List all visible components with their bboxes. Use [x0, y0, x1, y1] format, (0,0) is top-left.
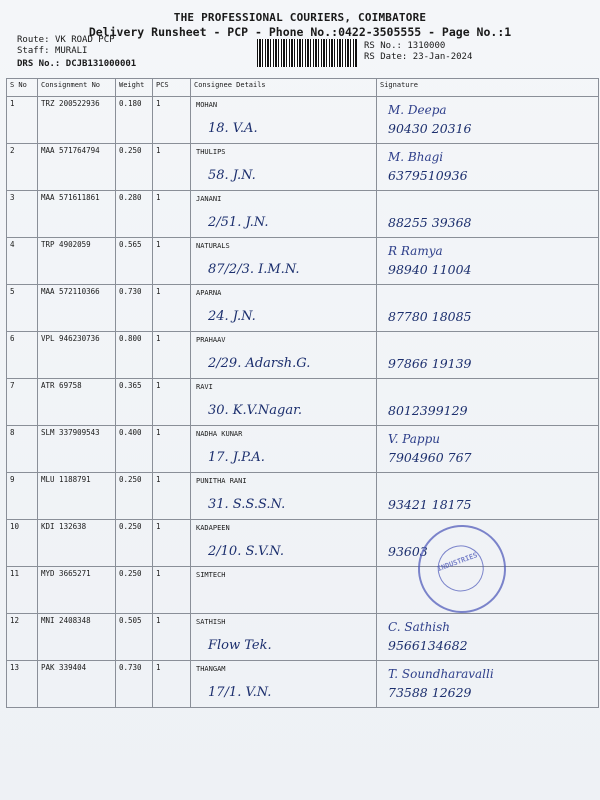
route-line	[17, 35, 115, 45]
col-sno: S No	[7, 79, 38, 97]
rs-date-value: 23-Jan-2024	[412, 52, 473, 62]
weight-cell: 0.400	[116, 426, 153, 473]
table-row	[7, 520, 599, 567]
signature-cell	[377, 661, 599, 708]
weight-cell: 0.280	[116, 191, 153, 238]
sno-cell: 10	[7, 520, 38, 567]
pcs-cell: 1	[153, 426, 191, 473]
consignment-cell: MAA 571764794	[38, 144, 116, 191]
signature-phone: 8012399129	[388, 403, 468, 418]
table-row	[7, 567, 599, 614]
pcs-cell: 1	[153, 285, 191, 332]
signature-phone: 93603	[388, 544, 428, 559]
route-label: Route:	[17, 35, 50, 45]
signature-phone: 90430 20316	[388, 121, 472, 136]
col-consignee: Consignee Details	[191, 79, 377, 97]
sno-cell: 13	[7, 661, 38, 708]
consignee-address: 58. J.N.	[208, 168, 256, 183]
signature-cell	[377, 379, 599, 426]
sno-cell: 7	[7, 379, 38, 426]
signature-name: V. Pappu	[388, 432, 440, 446]
consignee-cell	[191, 520, 377, 567]
consignee-address: 30. K.V.Nagar.	[208, 403, 303, 418]
table-header-row	[7, 79, 599, 97]
table-row	[7, 379, 599, 426]
consignee-address: Flow Tek.	[208, 638, 272, 653]
consignment-cell: ATR 69758	[38, 379, 116, 426]
consignee-name: APARNA	[196, 289, 222, 297]
sno-cell: 6	[7, 332, 38, 379]
consignee-cell	[191, 97, 377, 144]
weight-cell: 0.250	[116, 520, 153, 567]
signature-name: M. Bhagi	[388, 150, 444, 164]
runsheet-table	[6, 78, 599, 708]
sno-cell: 12	[7, 614, 38, 661]
pcs-cell: 1	[153, 520, 191, 567]
consignee-cell	[191, 567, 377, 614]
col-pcs: PCS	[153, 79, 191, 97]
table-row	[7, 97, 599, 144]
consignee-cell	[191, 238, 377, 285]
rs-no-label: RS No.:	[364, 41, 402, 51]
consignee-address: 17. J.P.A.	[208, 450, 265, 465]
consignee-cell	[191, 661, 377, 708]
pcs-cell: 1	[153, 191, 191, 238]
sno-cell: 4	[7, 238, 38, 285]
table-row	[7, 238, 599, 285]
sno-cell: 11	[7, 567, 38, 614]
pcs-cell: 1	[153, 473, 191, 520]
consignee-cell	[191, 426, 377, 473]
weight-cell: 0.250	[116, 144, 153, 191]
pcs-cell: 1	[153, 379, 191, 426]
drs-label: DRS No.:	[17, 59, 61, 69]
weight-cell: 0.730	[116, 661, 153, 708]
consignee-cell	[191, 332, 377, 379]
route-value: VK ROAD PCP	[54, 35, 115, 45]
weight-cell: 0.565	[116, 238, 153, 285]
signature-name: R Ramya	[388, 244, 443, 258]
consignee-cell	[191, 379, 377, 426]
consignment-cell: TRZ 200522936	[38, 97, 116, 144]
consignee-name: JANANI	[196, 195, 222, 203]
consignment-cell: MAA 572110366	[38, 285, 116, 332]
consignee-name: THANGAM	[196, 665, 226, 673]
signature-name: C. Sathish	[388, 620, 451, 634]
consignee-cell	[191, 144, 377, 191]
signature-name: T. Soundharavalli	[388, 667, 494, 681]
table-row	[7, 661, 599, 708]
consignee-name: PRAHAAV	[196, 336, 226, 344]
runsheet-title: Delivery Runsheet - PCP - Phone No.:0422-3505555 - Page No.:1	[88, 25, 512, 39]
pcs-cell: 1	[153, 661, 191, 708]
table-row	[7, 191, 599, 238]
consignee-name: NADHA KUNAR	[196, 430, 243, 438]
table-row	[7, 285, 599, 332]
pcs-cell: 1	[153, 614, 191, 661]
signature-phone: 87780 18085	[388, 309, 472, 324]
consignment-cell: MYD 3665271	[38, 567, 116, 614]
consignment-cell: SLM 337909543	[38, 426, 116, 473]
consignee-name: SATHISH	[196, 618, 226, 626]
consignment-cell: MAA 571611861	[38, 191, 116, 238]
sno-cell: 1	[7, 97, 38, 144]
consignment-cell: MNI 2408348	[38, 614, 116, 661]
rs-date-line	[364, 52, 472, 62]
consignee-address: 2/29. Adarsh.G.	[208, 356, 311, 371]
consignee-name: PUNITHA RANI	[196, 477, 247, 485]
pcs-cell: 1	[153, 567, 191, 614]
consignment-cell: VPL 946230736	[38, 332, 116, 379]
sno-cell: 2	[7, 144, 38, 191]
table-row	[7, 426, 599, 473]
rs-no-line	[364, 41, 445, 51]
consignee-name: THULIPS	[196, 148, 226, 156]
table-row	[7, 614, 599, 661]
consignee-name: MOHAN	[196, 101, 218, 109]
barcode	[257, 39, 357, 67]
signature-cell	[377, 97, 599, 144]
col-signature: Signature	[377, 79, 599, 97]
signature-cell	[377, 473, 599, 520]
drs-value: DCJB131000001	[65, 59, 137, 69]
signature-phone: 93421 18175	[388, 497, 472, 512]
table-row	[7, 144, 599, 191]
weight-cell: 0.250	[116, 567, 153, 614]
table-row	[7, 332, 599, 379]
pcs-cell: 1	[153, 238, 191, 285]
pcs-cell: 1	[153, 332, 191, 379]
signature-phone: 9566134682	[388, 638, 468, 653]
consignee-address: 2/51. J.N.	[208, 215, 269, 230]
signature-cell	[377, 332, 599, 379]
consignee-name: KADAPEEN	[196, 524, 230, 532]
pcs-cell: 1	[153, 97, 191, 144]
consignee-address: 17/1. V.N.	[208, 685, 272, 700]
consignee-cell	[191, 473, 377, 520]
signature-phone: 73588 12629	[388, 685, 472, 700]
consignee-address: 31. S.S.S.N.	[208, 497, 286, 512]
consignee-name: NATURALS	[196, 242, 230, 250]
staff-line	[17, 46, 87, 56]
rs-no-value: 1310000	[407, 41, 446, 51]
table-row	[7, 473, 599, 520]
consignee-cell	[191, 285, 377, 332]
rs-date-label: RS Date:	[364, 52, 408, 62]
signature-cell	[377, 426, 599, 473]
signature-phone: 97866 19139	[388, 356, 472, 371]
consignee-address: 18. V.A.	[208, 121, 258, 136]
signature-cell	[377, 191, 599, 238]
weight-cell: 0.800	[116, 332, 153, 379]
signature-name: M. Deepa	[388, 103, 447, 117]
consignee-address: 24. J.N.	[208, 309, 256, 324]
signature-phone: 7904960 767	[388, 450, 472, 465]
col-weight: Weight	[116, 79, 153, 97]
drs-line	[17, 59, 136, 69]
weight-cell: 0.180	[116, 97, 153, 144]
company-title: THE PROFESSIONAL COURIERS, COIMBATORE	[173, 11, 427, 24]
consignee-name: SIMTECH	[196, 571, 226, 579]
signature-cell	[377, 614, 599, 661]
signature-phone: 6379510936	[388, 168, 468, 183]
sno-cell: 8	[7, 426, 38, 473]
consignment-cell: TRP 4902059	[38, 238, 116, 285]
signature-phone: 98940 11004	[388, 262, 472, 277]
consignee-cell	[191, 614, 377, 661]
consignment-cell: PAK 339404	[38, 661, 116, 708]
weight-cell: 0.250	[116, 473, 153, 520]
weight-cell: 0.505	[116, 614, 153, 661]
consignment-cell: MLU 1188791	[38, 473, 116, 520]
staff-value: MURALI	[54, 46, 88, 56]
signature-cell	[377, 238, 599, 285]
signature-cell	[377, 285, 599, 332]
sno-cell: 5	[7, 285, 38, 332]
consignee-address: 87/2/3. I.M.N.	[208, 262, 300, 277]
weight-cell: 0.365	[116, 379, 153, 426]
signature-cell	[377, 144, 599, 191]
stamp-text: INDUSTRIES	[436, 551, 479, 574]
sno-cell: 9	[7, 473, 38, 520]
sno-cell: 3	[7, 191, 38, 238]
col-consignment: Consignment No	[38, 79, 116, 97]
consignee-address: 2/10. S.V.N.	[208, 544, 284, 559]
staff-label: Staff:	[17, 46, 50, 56]
consignee-name: RAVI	[196, 383, 213, 391]
weight-cell: 0.730	[116, 285, 153, 332]
consignee-cell	[191, 191, 377, 238]
signature-phone: 88255 39368	[388, 215, 472, 230]
consignment-cell: KDI 132638	[38, 520, 116, 567]
pcs-cell: 1	[153, 144, 191, 191]
